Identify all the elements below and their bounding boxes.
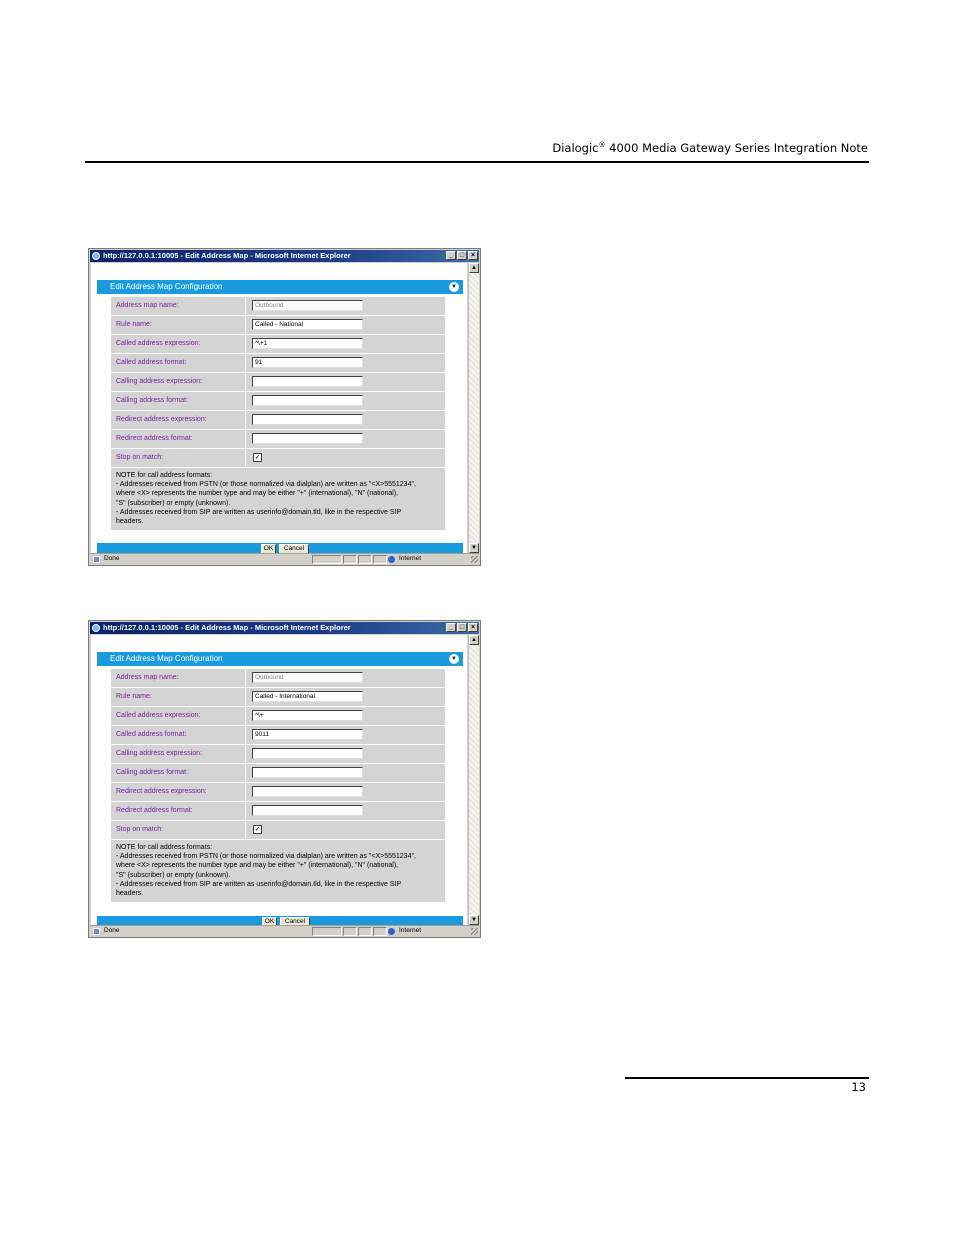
field-label: Called address format: — [111, 726, 246, 744]
vertical-scrollbar[interactable] — [468, 263, 479, 553]
page-header — [85, 140, 868, 156]
action-bar — [97, 543, 463, 553]
field-label: Stop on match: — [111, 449, 246, 467]
header-brand: Dialogic — [552, 141, 599, 155]
ok-button[interactable]: OK — [261, 544, 276, 553]
field-label: Calling address format: — [111, 764, 246, 782]
redirect-address-expression-input[interactable] — [252, 786, 363, 797]
status-text: Done — [104, 927, 120, 934]
config-section-header[interactable] — [97, 652, 463, 666]
page-content — [91, 635, 467, 925]
field-row-redirect-format — [111, 430, 445, 449]
scroll-up-icon[interactable]: ▲ — [469, 263, 479, 273]
status-bar — [90, 553, 479, 564]
cancel-button[interactable]: Cancel — [279, 544, 309, 553]
field-row-calling-expression — [111, 745, 445, 764]
page-content — [91, 263, 467, 553]
field-label: Called address format: — [111, 354, 246, 372]
page-done-icon — [93, 928, 100, 935]
status-pane — [373, 555, 387, 564]
collapse-chevron-icon[interactable]: ▼ — [449, 282, 459, 292]
field-row-calling-expression — [111, 373, 445, 392]
page-number: 13 — [851, 1080, 866, 1094]
header-title: 4000 Media Gateway Series Integration Note — [605, 141, 868, 155]
field-label: Calling address format: — [111, 392, 246, 410]
cancel-button[interactable]: Cancel — [280, 917, 310, 925]
redirect-address-format-input[interactable] — [252, 433, 363, 444]
field-row-rule-name — [111, 688, 445, 707]
field-label: Address map name: — [111, 297, 246, 315]
page-done-icon — [93, 556, 100, 563]
status-pane — [373, 927, 387, 936]
address-format-note: NOTE for call address formats: - Addresses received from PSTN (or those normalized via dialplan) are written as "<X>5551234", where <X> represents the number type and may be either "+" (international), "N" (national), "S" (subscriber) or empty (unknown). - Addresses received from SIP are written as userinfo@domain.tld, like in the respective SIP headers. — [116, 844, 416, 898]
scroll-up-icon[interactable]: ▲ — [469, 635, 479, 645]
status-pane — [343, 927, 357, 936]
window-title: http://127.0.0.1:10005 - Edit Address Map - Microsoft Internet Explorer — [103, 623, 351, 632]
field-label: Rule name: — [111, 688, 246, 706]
field-label: Rule name: — [111, 316, 246, 334]
field-row-called-format — [111, 354, 445, 373]
config-section-title: Edit Address Map Configuration — [110, 654, 223, 663]
field-label: Calling address expression: — [111, 373, 246, 391]
field-label: Address map name: — [111, 669, 246, 687]
redirect-address-expression-input[interactable] — [252, 414, 363, 425]
status-pane — [358, 555, 372, 564]
field-row-calling-format — [111, 764, 445, 783]
field-row-calling-format — [111, 392, 445, 411]
field-label: Calling address expression: — [111, 745, 246, 763]
rule-name-input[interactable] — [252, 691, 363, 702]
scroll-down-icon[interactable]: ▼ — [469, 915, 479, 925]
field-label: Redirect address format: — [111, 802, 246, 820]
called-address-expression-input[interactable] — [252, 338, 363, 349]
rule-name-input[interactable] — [252, 319, 363, 330]
status-pane — [312, 927, 342, 936]
close-button[interactable]: × — [468, 251, 478, 260]
field-row-address-map-name — [111, 297, 445, 316]
minimize-button[interactable]: _ — [446, 251, 456, 260]
called-address-format-input[interactable] — [252, 729, 363, 740]
redirect-address-format-input[interactable] — [252, 805, 363, 816]
window-controls — [446, 251, 478, 260]
status-text: Done — [104, 555, 120, 562]
status-bar — [90, 925, 479, 936]
field-row-address-map-name — [111, 669, 445, 688]
field-label: Redirect address format: — [111, 430, 246, 448]
field-label: Called address expression: — [111, 707, 246, 725]
scroll-down-icon[interactable]: ▼ — [469, 543, 479, 553]
field-label: Stop on match: — [111, 821, 246, 839]
ie-logo-icon — [92, 624, 100, 632]
stop-on-match-checkbox[interactable]: ✓ — [254, 826, 261, 833]
internet-zone-icon — [388, 928, 395, 935]
config-section-header[interactable] — [97, 280, 463, 294]
registered-mark: ® — [598, 141, 606, 150]
field-row-called-format — [111, 726, 445, 745]
minimize-button[interactable]: _ — [446, 623, 456, 632]
ie-logo-icon — [92, 252, 100, 260]
address-format-note: NOTE for call address formats: - Addresses received from PSTN (or those normalized via dialplan) are written as "<X>5551234", where <X> represents the number type and may be either "+" (international), "N" (national), "S" (subscriber) or empty (unknown). - Addresses received from SIP are written as userinfo@domain.tld, like in the respective SIP headers. — [116, 472, 416, 526]
internet-zone-icon — [388, 556, 395, 563]
zone-text: Internet — [399, 927, 422, 934]
window-titlebar[interactable] — [90, 250, 479, 262]
maximize-button[interactable]: □ — [457, 251, 467, 260]
window-title: http://127.0.0.1:10005 - Edit Address Map - Microsoft Internet Explorer — [103, 251, 351, 260]
field-row-called-expression — [111, 335, 445, 354]
browser-window-international — [88, 620, 481, 938]
config-section-title: Edit Address Map Configuration — [110, 282, 223, 291]
calling-address-format-input[interactable] — [252, 767, 363, 778]
field-label: Redirect address expression: — [111, 783, 246, 801]
zone-text: Internet — [399, 555, 422, 562]
status-pane — [343, 555, 357, 564]
resize-grip-icon[interactable] — [471, 928, 478, 935]
called-address-format-input[interactable] — [252, 357, 363, 368]
window-titlebar[interactable] — [90, 622, 479, 634]
address-map-name-input[interactable] — [252, 672, 363, 683]
vertical-scrollbar[interactable] — [468, 635, 479, 925]
action-bar — [97, 916, 463, 925]
address-map-name-input[interactable] — [252, 300, 363, 311]
field-row-stop-on-match — [111, 821, 445, 840]
config-form — [111, 669, 445, 902]
calling-address-expression-input[interactable] — [252, 376, 363, 387]
called-address-expression-input[interactable] — [252, 710, 363, 721]
config-form — [111, 297, 445, 530]
resize-grip-icon[interactable] — [471, 556, 478, 563]
status-pane — [358, 927, 372, 936]
field-row-redirect-expression — [111, 783, 445, 802]
field-label: Redirect address expression: — [111, 411, 246, 429]
stop-on-match-checkbox[interactable]: ✓ — [254, 454, 261, 461]
field-row-stop-on-match — [111, 449, 445, 468]
calling-address-format-input[interactable] — [252, 395, 363, 406]
status-pane — [312, 555, 342, 564]
close-button[interactable]: × — [468, 623, 478, 632]
field-row-redirect-format — [111, 802, 445, 821]
field-row-redirect-expression — [111, 411, 445, 430]
field-row-called-expression — [111, 707, 445, 726]
collapse-chevron-icon[interactable]: ▼ — [449, 654, 459, 664]
window-controls — [446, 623, 478, 632]
header-rule — [85, 161, 869, 163]
maximize-button[interactable]: □ — [457, 623, 467, 632]
browser-window-national — [88, 248, 481, 566]
field-row-rule-name — [111, 316, 445, 335]
ok-button[interactable]: OK — [262, 917, 277, 925]
footer-rule — [625, 1077, 869, 1079]
field-label: Called address expression: — [111, 335, 246, 353]
calling-address-expression-input[interactable] — [252, 748, 363, 759]
